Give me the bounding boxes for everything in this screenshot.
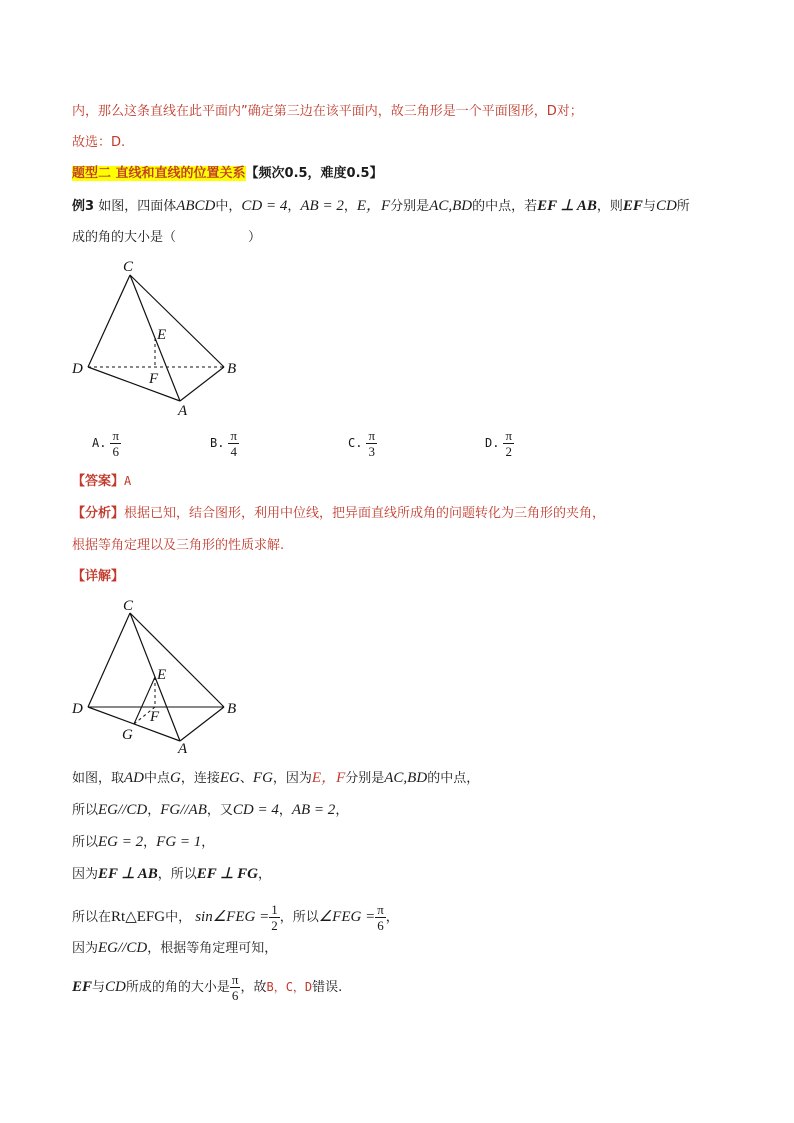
math-term: EG//CD — [98, 940, 148, 956]
edge-BA — [180, 367, 224, 401]
solution-line-6 — [72, 938, 277, 959]
math-term: FG//AB — [160, 802, 207, 818]
solution-text: ， — [201, 835, 215, 850]
question-text: 成的角的大小是（ — [72, 230, 177, 245]
option-b[interactable] — [210, 428, 239, 459]
solution-text: ，又 — [206, 803, 233, 818]
solution-text: ，所以 — [157, 867, 197, 882]
fraction-denominator: 6 — [231, 988, 239, 1003]
math-term: G — [170, 770, 181, 786]
option-fraction — [228, 428, 239, 459]
fraction-pi-over-6 — [230, 972, 241, 1003]
section-title: 题型二 直线和直线的位置关系 — [72, 166, 246, 181]
label-C: C — [123, 259, 134, 275]
label-D: D — [72, 361, 83, 377]
tetrahedron-figure-with-midpoint — [60, 595, 240, 760]
math-term: ABCD — [176, 198, 216, 214]
edge-CB — [130, 275, 224, 367]
label-E: E — [157, 327, 167, 343]
question-text: ， — [287, 199, 301, 214]
solution-text: 与 — [92, 980, 106, 995]
math-term: FG = 1 — [156, 834, 202, 850]
question-text: 如图，四面体 — [98, 199, 177, 214]
option-letter: B. — [210, 436, 225, 450]
solution-text: 所以 — [72, 835, 99, 850]
fraction-denominator: 6 — [112, 444, 119, 459]
fraction-numerator: π — [368, 428, 376, 443]
math-term: CD = 4 — [232, 802, 279, 818]
label-G: G — [122, 727, 133, 743]
solution-text: ， — [147, 803, 161, 818]
label-E: E — [157, 667, 167, 683]
tetrahedron-figure — [60, 255, 240, 425]
math-term: EG = 2 — [98, 834, 144, 850]
solution-line-1 — [72, 768, 479, 789]
option-letter: A. — [92, 436, 107, 450]
math-term: AD — [124, 770, 145, 786]
math-term: EF — [72, 979, 93, 995]
question-text: ，则 — [596, 199, 623, 214]
analysis-line-2 — [72, 536, 284, 556]
solution-line-7 — [72, 970, 342, 1005]
fraction-denominator: 3 — [368, 444, 375, 459]
question-text: ， — [343, 199, 357, 214]
solution-text: 所以在 — [72, 910, 112, 925]
math-term: E，F — [356, 198, 391, 214]
detail-label: 【详解】 — [72, 569, 125, 584]
continued-text: 内，那么这条直线在此平面内”确定第三边在该平面内，故三角形是一个平面图形，D对； — [72, 104, 583, 119]
solution-text: ，因为 — [272, 771, 312, 786]
question-text: ） — [248, 230, 262, 245]
analysis-label: 【分析】 — [72, 506, 125, 521]
analysis-text: 根据等角定理以及三角形的性质求解. — [72, 538, 285, 553]
option-c[interactable] — [348, 428, 377, 459]
solution-text: 因为 — [72, 941, 99, 956]
fraction-denominator: 2 — [271, 918, 278, 933]
fraction-one-half — [269, 902, 280, 933]
fraction-numerator: π — [377, 902, 384, 917]
option-fraction — [110, 428, 121, 459]
option-letter: D. — [485, 436, 500, 450]
edge-BA — [180, 707, 224, 741]
solution-text: ，故 — [240, 980, 267, 995]
math-term: AB = 2 — [300, 198, 344, 214]
fraction-numerator: π — [112, 428, 120, 443]
solution-text: ， — [278, 803, 292, 818]
question-line-2 — [72, 228, 261, 248]
math-term: CD = 4 — [241, 198, 288, 214]
math-term: Rt△EFG — [111, 909, 166, 925]
analysis-text: 根据已知，结合图形，利用中位线，把异面直线所成角的问题转化为三角形的夹角， — [124, 506, 606, 521]
label-A: A — [178, 741, 188, 757]
math-term: AB = 2 — [291, 802, 336, 818]
option-d[interactable] — [485, 428, 514, 459]
edge-CB — [130, 613, 224, 707]
solution-text: ，连接 — [180, 771, 220, 786]
question-label: 例3 — [72, 199, 95, 214]
solution-text: 中点 — [144, 771, 171, 786]
section-meta: 【频次0.5，难度0.5】 — [245, 166, 383, 181]
solution-line-5 — [72, 900, 399, 935]
fraction-pi-over-6 — [375, 902, 386, 933]
label-F: F — [149, 371, 159, 387]
edge-CD — [88, 275, 130, 367]
option-letter: C. — [348, 436, 363, 450]
solution-text: 错误. — [312, 980, 343, 995]
math-term: FG — [252, 770, 273, 786]
solution-text: ， — [257, 867, 271, 882]
solution-line-3 — [72, 832, 214, 853]
math-term: EG//CD — [98, 802, 148, 818]
question-text: 的中点，若 — [472, 199, 538, 214]
solution-text: ， — [385, 910, 399, 925]
label-D: D — [72, 701, 83, 717]
math-term: sin∠FEG = — [195, 909, 270, 925]
analysis-line-1 — [72, 504, 605, 524]
math-term: EF — [622, 198, 643, 214]
label-B: B — [227, 701, 237, 717]
answer-value: A — [124, 474, 132, 488]
solution-text: 中， — [165, 910, 192, 925]
math-term: ∠FEG = — [318, 909, 376, 925]
fraction-denominator: 4 — [230, 444, 237, 459]
solution-text: ， — [143, 835, 157, 850]
option-a[interactable] — [92, 428, 121, 459]
solution-line-4 — [72, 864, 271, 885]
solution-text: ，所以 — [279, 910, 319, 925]
answer-label: 【答案】 — [72, 474, 125, 489]
edge-CD — [88, 613, 130, 707]
fraction-denominator: 2 — [505, 444, 512, 459]
wrong-options: B，C，D — [266, 980, 313, 994]
solution-text: 、 — [239, 771, 253, 786]
math-term: EF ⊥ AB — [98, 866, 158, 882]
fraction-denominator: 6 — [377, 918, 384, 933]
option-fraction — [503, 428, 514, 459]
math-term: AC,BD — [384, 770, 428, 786]
option-fraction — [366, 428, 377, 459]
section-heading — [72, 164, 383, 184]
question-text: 所 — [676, 199, 690, 214]
math-term: AC,BD — [429, 198, 473, 214]
solution-text: 因为 — [72, 867, 99, 882]
math-term: CD — [655, 198, 677, 214]
solution-text: 分别是 — [345, 771, 385, 786]
text-line — [72, 133, 125, 153]
solution-line-2 — [72, 800, 348, 821]
solution-text: 的中点， — [427, 771, 480, 786]
solution-text: ，根据等角定理可知， — [147, 941, 278, 956]
answer-line — [72, 471, 131, 492]
math-term: EF ⊥ AB — [537, 198, 597, 214]
math-term: EF ⊥ FG — [196, 866, 258, 882]
fraction-numerator: π — [505, 428, 513, 443]
fraction-numerator: π — [230, 428, 238, 443]
choice-conclusion: 故选：D. — [72, 135, 126, 150]
math-term: EG — [219, 770, 240, 786]
detail-heading — [72, 567, 124, 587]
solution-text: ， — [335, 803, 349, 818]
math-term: E，F — [311, 770, 346, 786]
fraction-numerator: 1 — [271, 902, 278, 917]
question-text: 中， — [215, 199, 242, 214]
label-C: C — [123, 598, 134, 614]
solution-text: 所成的角的大小是 — [125, 980, 230, 995]
question-text: 分别是 — [390, 199, 430, 214]
solution-text: 所以 — [72, 803, 99, 818]
label-B: B — [227, 361, 237, 377]
question-line-1 — [72, 196, 690, 217]
math-term: CD — [105, 979, 126, 995]
edge-DA — [88, 367, 180, 401]
question-text: 与 — [642, 199, 656, 214]
fraction-numerator: π — [231, 972, 239, 987]
label-A: A — [178, 403, 188, 419]
text-line — [72, 102, 583, 122]
solution-text: 如图，取 — [72, 771, 125, 786]
label-F: F — [150, 709, 160, 725]
